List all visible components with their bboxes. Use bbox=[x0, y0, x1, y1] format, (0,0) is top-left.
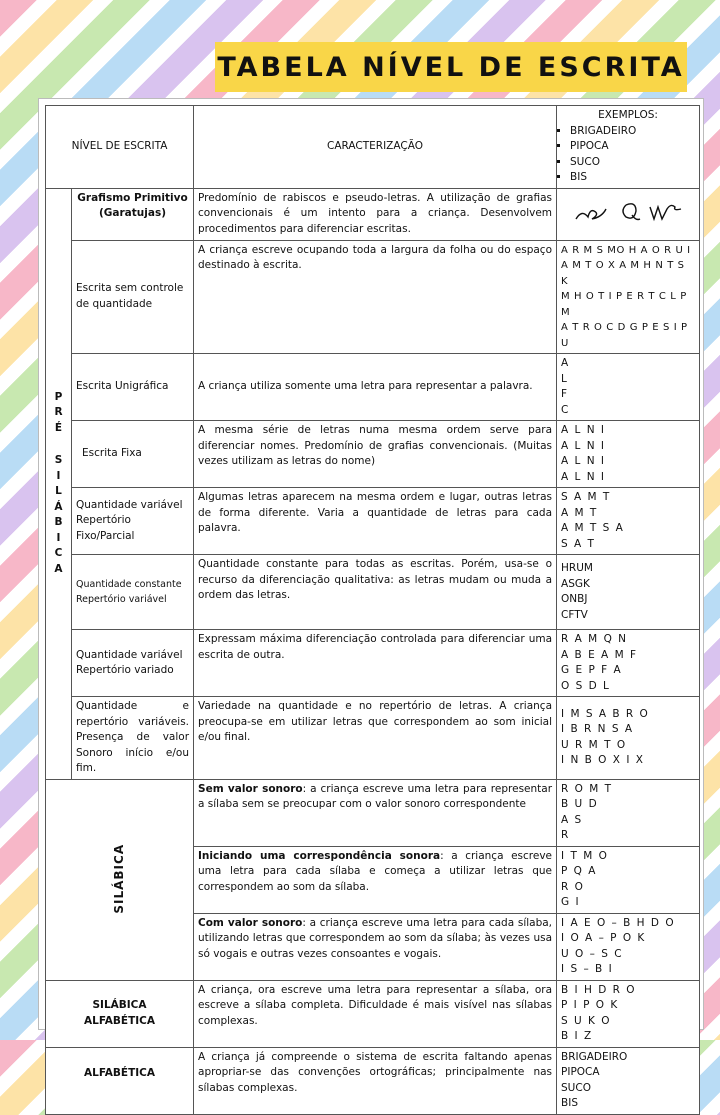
header-characterization: CARACTERIZAÇÃO bbox=[194, 106, 557, 189]
table-row bbox=[46, 1047, 700, 1114]
level-description: A criança utiliza somente uma letra para representar a palavra. bbox=[194, 354, 557, 421]
table-row bbox=[46, 488, 700, 555]
example-list: I M S A B R O I B R N S A U R M T O I N B O X I X bbox=[557, 697, 700, 780]
example-word: ▪ BIS bbox=[570, 170, 696, 186]
example-word: ▪ SUCO bbox=[570, 155, 696, 171]
level-name: Quantidade variável Repertório variado bbox=[72, 630, 194, 697]
level-description: A criança escreve ocupando toda a largura da folha ou do espaço destinado à escrita. bbox=[194, 240, 557, 354]
level-description: Algumas letras aparecem na mesma ordem e lugar, outras letras de forma diferente. Varia a quantidade de letras para cada palavra. bbox=[194, 488, 557, 555]
alfabetica-label: ALFABÉTICA bbox=[46, 1047, 194, 1114]
examples-list bbox=[560, 124, 696, 186]
table-row bbox=[46, 555, 700, 630]
table-row bbox=[46, 421, 700, 488]
level-description: Iniciando uma correspondência sonora: a criança escreve uma letra para cada sílaba e começa a utilizar letras que correspondem ao som da sílaba. bbox=[194, 846, 557, 913]
level-name: Grafismo Primitivo (Garatujas) bbox=[72, 188, 194, 240]
table-row bbox=[46, 630, 700, 697]
level-description: Com valor sonoro: a criança escreve uma letra para cada sílaba, utilizando letras que correspondem ao som da sílaba; às vezes usa só vogais e outras vezes consoantes e vogais. bbox=[194, 913, 557, 980]
examples-title: EXEMPLOS: bbox=[598, 109, 658, 121]
level-description: Expressam máxima diferenciação controlada para diferenciar uma escrita de outra. bbox=[194, 630, 557, 697]
silabica-alfabetica-label: SILÁBICA ALFABÉTICA bbox=[46, 980, 194, 1047]
table-row bbox=[46, 980, 700, 1047]
pre-silabica-label: P R É S I L Á B I C A bbox=[46, 188, 72, 779]
level-description: Quantidade constante para todas as escritas. Porém, usa-se o recurso da diferenciação qualitativa: as letras mudam ou muda a ordem das letras. bbox=[194, 555, 557, 630]
example-list: S A M T A M T A M T S A S A T bbox=[557, 488, 700, 555]
example-list: A L N I A L N I A L N I A L N I bbox=[557, 421, 700, 488]
level-description: A criança, ora escreve uma letra para representar a sílaba, ora escreve a sílaba completa. Dificuldade é mais visível nas sílabas complexas. bbox=[194, 980, 557, 1047]
level-name: Quantidade variável Repertório Fixo/Parcial bbox=[72, 488, 194, 555]
level-description: A mesma série de letras numa mesma ordem serve para diferenciar nomes. Predomínio de grafias convencionais. (Muitas vezes utilizam as letras do nome) bbox=[194, 421, 557, 488]
example-list: R O M T B U D A S R bbox=[557, 779, 700, 846]
header-examples bbox=[557, 106, 700, 189]
table-row bbox=[46, 779, 700, 846]
level-name: Escrita Fixa bbox=[72, 421, 194, 488]
level-name: Escrita sem controle de quantidade bbox=[72, 240, 194, 354]
table-row bbox=[46, 354, 700, 421]
level-description: A criança já compreende o sistema de escrita faltando apenas apropriar-se das convenções ortográficas; principalmente nas sílabas complexas. bbox=[194, 1047, 557, 1114]
example-list: B I H D R O P I P O K S U K O B I Z bbox=[557, 980, 700, 1047]
example-word: ▪ PIPOCA bbox=[570, 139, 696, 155]
level-description: Predomínio de rabiscos e pseudo-letras. A utilização de grafias convencionais é um intento para a criança. Desenvolvem procedimentos para diferenciar escritas. bbox=[194, 188, 557, 240]
table-row bbox=[46, 697, 700, 780]
header-row bbox=[46, 106, 700, 189]
writing-level-table bbox=[45, 105, 700, 1115]
silabica-label: SILÁBICA bbox=[46, 779, 194, 980]
level-name: Quantidade constante Repertório variável bbox=[72, 555, 194, 630]
example-list: BRIGADEIRO PIPOCA SUCO BIS bbox=[557, 1047, 700, 1114]
example-list: I T M O P Q A R O G I bbox=[557, 846, 700, 913]
table-row bbox=[46, 240, 700, 354]
level-description: Variedade na quantidade e no repertório de letras. A criança preocupa-se em utilizar letras que correspondem ao som inicial e/ou final. bbox=[194, 697, 557, 780]
scribble-example bbox=[557, 188, 700, 240]
example-list: I A E O – B H D O I O A – P O K U O – S C I S – B I bbox=[557, 913, 700, 980]
table-row bbox=[46, 188, 700, 240]
header-level: NÍVEL DE ESCRITA bbox=[46, 106, 194, 189]
level-name: Quantidade e repertório variáveis. Presença de valor Sonoro início e/ou fim. bbox=[72, 697, 194, 780]
example-list: A L F C bbox=[557, 354, 700, 421]
example-list: HRUM ASGK ONBJ CFTV bbox=[557, 555, 700, 630]
example-list: R A M Q N A B E A M F G E P F A O S D L bbox=[557, 630, 700, 697]
level-description: Sem valor sonoro: a criança escreve uma letra para representar a sílaba sem se preocupar com o valor sonoro correspondente bbox=[194, 779, 557, 846]
scribble-icon bbox=[568, 197, 688, 227]
example-list: A R M S MO H A O R U I A M T O X A M H N T S K M H O T I P E R T C L P M A T R O C D G P E S I P U bbox=[557, 240, 700, 354]
level-name: Escrita Unigráfica bbox=[72, 354, 194, 421]
example-word: ▪ BRIGADEIRO bbox=[570, 124, 696, 140]
page-title: TABELA NÍVEL DE ESCRITA bbox=[215, 42, 687, 92]
